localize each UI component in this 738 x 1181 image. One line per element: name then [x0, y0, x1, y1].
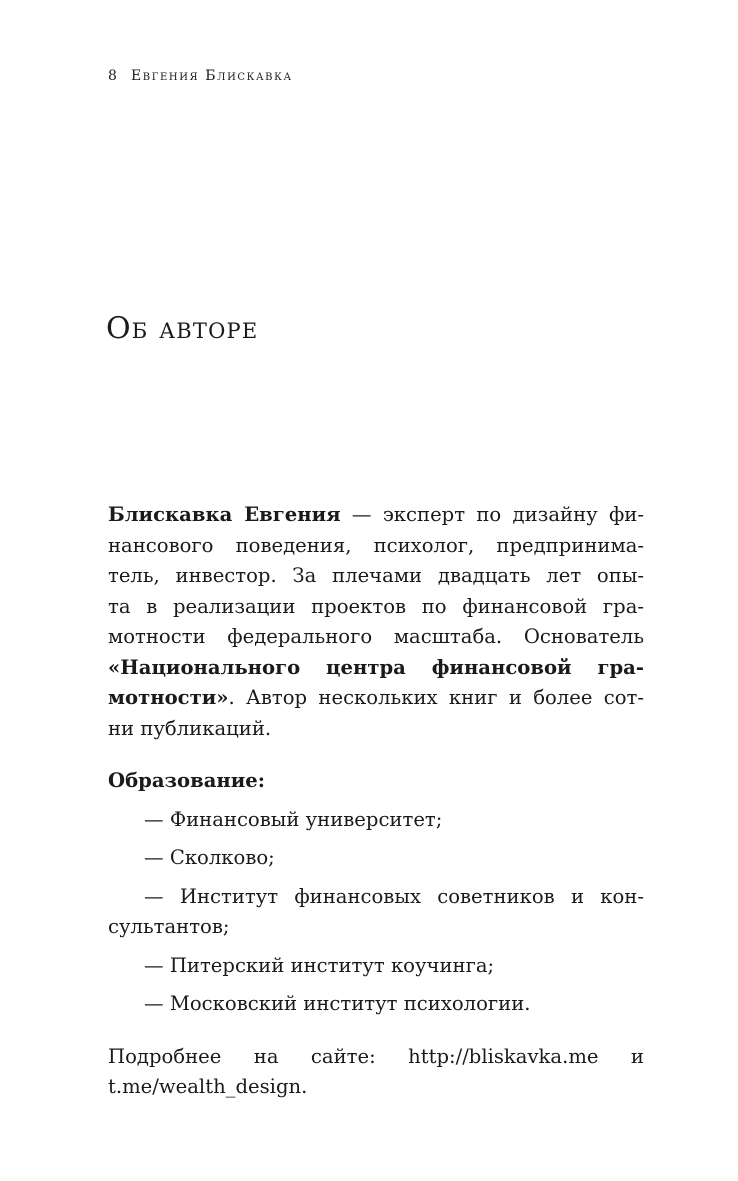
bio-line — [108, 714, 644, 745]
education-heading: Образование: — [108, 769, 265, 792]
education-item-text: — Финансовый университет; — [144, 807, 443, 831]
education-item-text: — Московский институт психологии. — [144, 992, 531, 1015]
bio-text: мотности федерального масштаба. Основатель — [108, 625, 644, 648]
education-item-text: — Питерский институт коучинга; — [144, 953, 495, 977]
education-item — [108, 951, 644, 982]
chapter-title: Об авторе — [106, 311, 259, 346]
bio-text: — эксперт по дизайну фи- — [340, 503, 644, 526]
bio-bold-name: Блискавка Евгения — [108, 503, 341, 526]
bio-text: тель, инвестор. За плечами двадцать лет опы- — [108, 564, 644, 587]
bio-bold-center-name: «Национального центра финансовой гра- — [108, 655, 644, 679]
education-item — [108, 843, 644, 874]
education-item-text: сультантов; — [108, 915, 230, 938]
running-head — [108, 68, 293, 84]
bio-line — [108, 531, 644, 562]
education-list — [108, 805, 644, 1020]
bio-line — [108, 500, 644, 531]
bio-line — [108, 592, 644, 623]
education-item — [108, 989, 644, 1020]
bio-text: . Автор нескольких книг и более сот- — [228, 686, 644, 709]
running-head-author: Евгения Блискавка — [130, 68, 293, 84]
bio-line — [108, 622, 644, 653]
bio-text: нансового поведения, психолог, предпринима- — [108, 533, 644, 557]
education-item — [108, 882, 644, 943]
bio-line — [108, 561, 644, 592]
education-item-text: — Институт финансовых советников и кон- — [144, 884, 644, 908]
education-item — [108, 805, 644, 836]
bio-line — [108, 683, 644, 714]
more-info — [108, 1042, 644, 1103]
more-info-line: t.me/wealth_design. — [108, 1075, 308, 1098]
author-bio — [108, 500, 644, 744]
bio-line — [108, 653, 644, 684]
page-number: 8 — [108, 68, 117, 84]
main-text — [108, 500, 644, 1103]
education-item-text: — Сколково; — [144, 846, 275, 869]
more-info-line: Подробнее на сайте: http://bliskavka.me и — [108, 1044, 644, 1068]
bio-text: ни публикаций. — [108, 716, 272, 740]
bio-bold-center-name: мотности» — [108, 686, 229, 709]
bio-text: та в реализации проектов по финансовой гра- — [108, 594, 644, 618]
